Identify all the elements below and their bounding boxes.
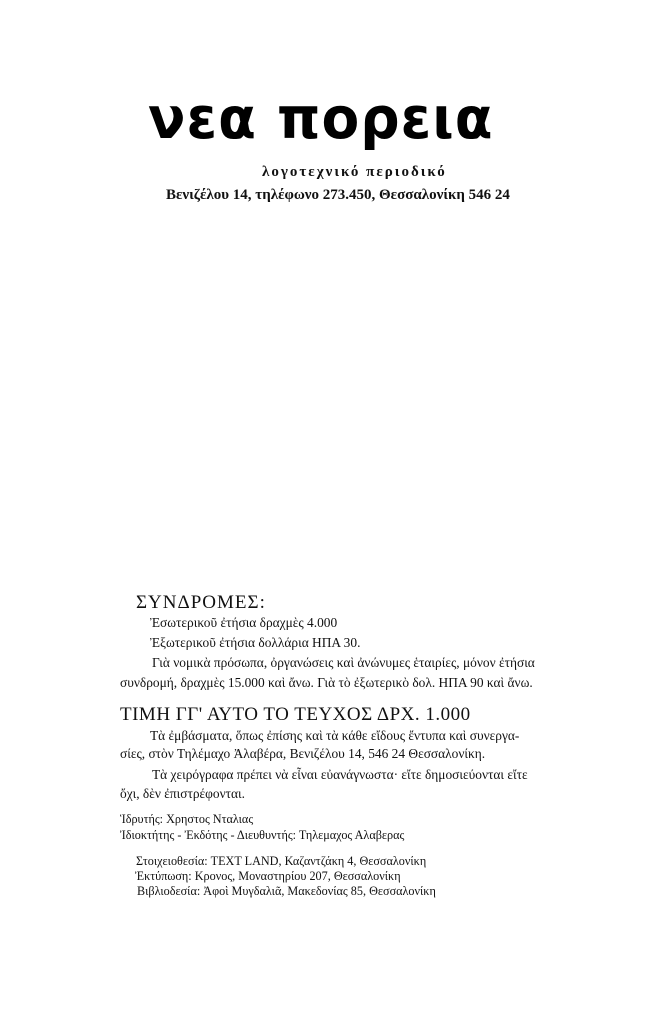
credit-typesetting: Στοιχειοθεσία: TEXT LAND, Καζαντζάκη 4, Θεσσαλονίκη — [136, 854, 427, 868]
issue-price-heading: ΤΙΜΗ ΓΓ' ΑΥΤΟ ΤΟ ΤΕΥΧΟΣ ΔΡΧ. 1.000 — [120, 704, 471, 725]
credit-printing: Ἐκτύπωση: Κρονος, Μοναστηρίου 207, Θεσσαλονίκη — [135, 869, 401, 883]
manuscripts-line-2: ὄχι, δὲν ἐπιστρέφονται. — [120, 786, 245, 801]
subscription-foreign: Ἐξωτερικοῦ ἐτήσια δολλάρια ΗΠΑ 30. — [150, 635, 361, 650]
journal-address: Βενιζέλου 14, τηλέφωνο 273.450, Θεσσαλονίκη 546 24 — [166, 187, 510, 203]
credit-binding: Βιβλιοδεσία: Ἀφοὶ Μυγδαλιᾶ, Μακεδονίας 85, Θεσσαλονίκη — [137, 884, 436, 898]
subscription-legal-line-1: Γιὰ νομικὰ πρόσωπα, ὀργανώσεις καὶ ἀνώνυμες ἑταιρίες, μόνον ἐτήσια — [152, 655, 535, 670]
credit-founder: Ἱδρυτής: Χρηστος Νταλιας — [120, 812, 254, 826]
journal-subtitle: λογοτεχνικό περιοδικό — [262, 164, 447, 180]
remittance-line-1: Τὰ ἐμβάσματα, ὅπως ἐπίσης καὶ τὰ κάθε εἴδους ἔντυπα καὶ συνεργα- — [150, 728, 520, 743]
subscription-domestic: Ἐσωτερικοῦ ἐτήσια δραχμὲς 4.000 — [150, 615, 338, 630]
subscription-legal-line-2: συνδρομή, δραχμὲς 15.000 καὶ ἄνω. Γιὰ τὸ ἐξωτερικὸ δολ. ΗΠΑ 90 καὶ ἄνω. — [120, 675, 533, 690]
subscriptions-heading: ΣΥΝΔΡΟΜΕΣ: — [136, 592, 266, 613]
journal-title: νεα πορεια — [148, 84, 494, 152]
manuscripts-line-1: Τὰ χειρόγραφα πρέπει νὰ εἶναι εὐανάγνωστα· εἴτε δημοσιεύονται εἴτε — [152, 767, 528, 782]
remittance-line-2: σίες, στὸν Τηλέμαχο Ἀλαβέρα, Βενιζέλου 14, 546 24 Θεσσαλονίκη. — [120, 746, 486, 761]
credit-owner: Ἰδιοκτήτης - Ἐκδότης - Διευθυντής: Τηλεμαχος Αλαβερας — [120, 828, 405, 842]
